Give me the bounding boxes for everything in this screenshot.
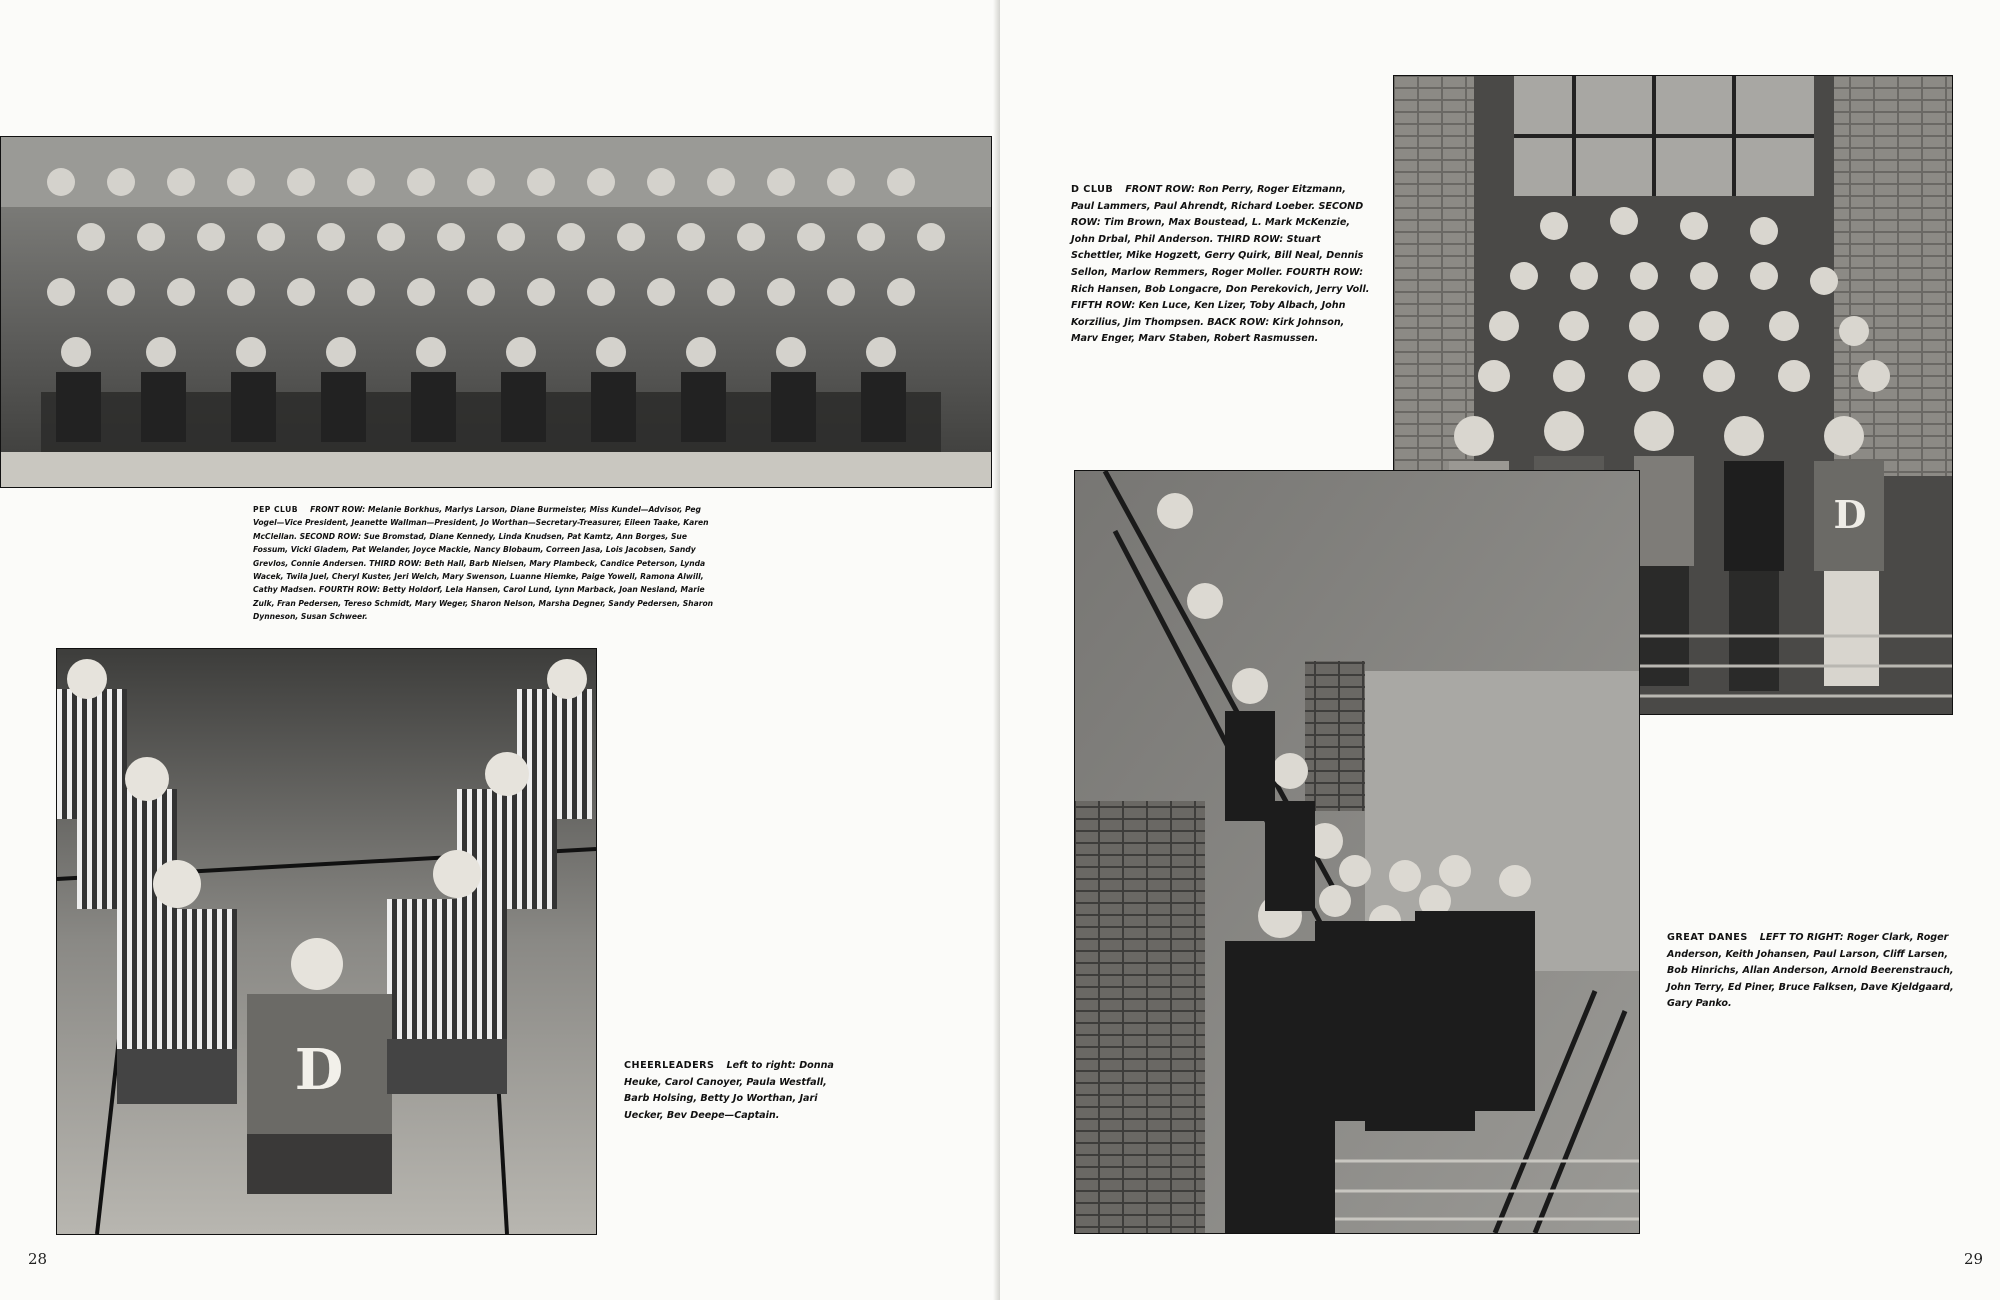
page-number-right: 29 <box>1964 1250 1984 1268</box>
svg-text:D: D <box>1833 492 1867 537</box>
great-danes-photo <box>1074 470 1640 1234</box>
d-club-caption <box>1071 182 1372 348</box>
great-danes-caption <box>1667 930 1960 1013</box>
d-club-caption-text: FRONT ROW: Ron Perry, Roger Eitzmann, Paul Lammers, Paul Ahrendt, Richard Loeber. SECOND ROW: Tim Brown, Max Boustead, L. Mark McKenzie, John Drbal, Phil Anderson. THIRD ROW: Stuart Schettler, Mike Hogzett, Gerry Quirk, Bill Neal, Dennis Sellon, Marlow Remmers, Roger Moller. FOURTH ROW: Rich Hansen, Bob Longacre, Don Perekovich, Jerry Voll. FIFTH ROW: Ken Luce, Ken Lizer, Toby Albach, John Korzilius, Jim Thompsen. BACK ROW: Kirk Johnson, Marv Enger, Marv Staben, Robert Rasmussen. <box>1071 184 1370 345</box>
pep-club-caption-heading: PEP CLUB <box>253 505 299 514</box>
page-number-left: 28 <box>28 1250 48 1268</box>
pep-club-photo <box>0 136 992 488</box>
cheerleaders-caption-heading: CHEERLEADERS <box>624 1060 715 1071</box>
cheerleaders-caption <box>624 1058 848 1124</box>
pep-club-caption-text: FRONT ROW: Melanie Borkhus, Marlys Larson, Diane Burmeister, Miss Kundel—Advisor, Peg Vogel—Vice President, Jeanette Wallman—President, Jo Worthan—Secretary-Treasurer, Eileen Taake, Karen McClellan. SECOND ROW: Sue Bromstad, Diane Kennedy, Linda Knudsen, Pat Kamtz, Ann Borges, Sue Fossum, Vicki Gladem, Pat Welander, Joyce Mackie, Nancy Blobaum, Correen Jasa, Lois Jacobsen, Sandy Grevlos, Connie Andersen. THIRD ROW: Beth Hall, Barb Nielsen, Mary Plambeck, Candice Peterson, Lynda Wacek, Twila Juel, Cheryl Kuster, Jeri Welch, Mary Swenson, Luanne Hiemke, Paige Yowell, Ramona Alwill, Cathy Madsen. FOURTH ROW: Betty Holdorf, Lela Hansen, Carol Lund, Lynn Marback, Joan Nesland, Marie Zulk, Fran Pedersen, Tereso Schmidt, Mary Weger, Sharon Nelson, Marsha Degner, Sandy Pedersen, Sharon Dynneson, Susan Schweer. <box>253 505 714 622</box>
svg-text:D: D <box>294 1037 344 1103</box>
cheerleaders-photo <box>56 648 597 1235</box>
great-danes-caption-text: LEFT TO RIGHT: Roger Clark, Roger Anderson, Keith Johansen, Paul Larson, Cliff Larsen, Bob Hinrichs, Allan Anderson, Arnold Beerenstrauch, John Terry, Ed Piner, Bruce Falksen, Dave Kjeldgaard, Gary Panko. <box>1667 932 1954 1010</box>
pep-club-caption <box>253 503 718 624</box>
cheerleaders-caption-text: Left to right: Donna Heuke, Carol Canoyer, Paula Westfall, Barb Holsing, Betty Jo Worthan, Jari Uecker, Bev Deepe—Captain. <box>624 1060 834 1121</box>
great-danes-caption-heading: GREAT DANES <box>1667 932 1748 943</box>
right-page <box>1000 0 2000 1300</box>
d-club-caption-heading: D CLUB <box>1071 184 1114 195</box>
